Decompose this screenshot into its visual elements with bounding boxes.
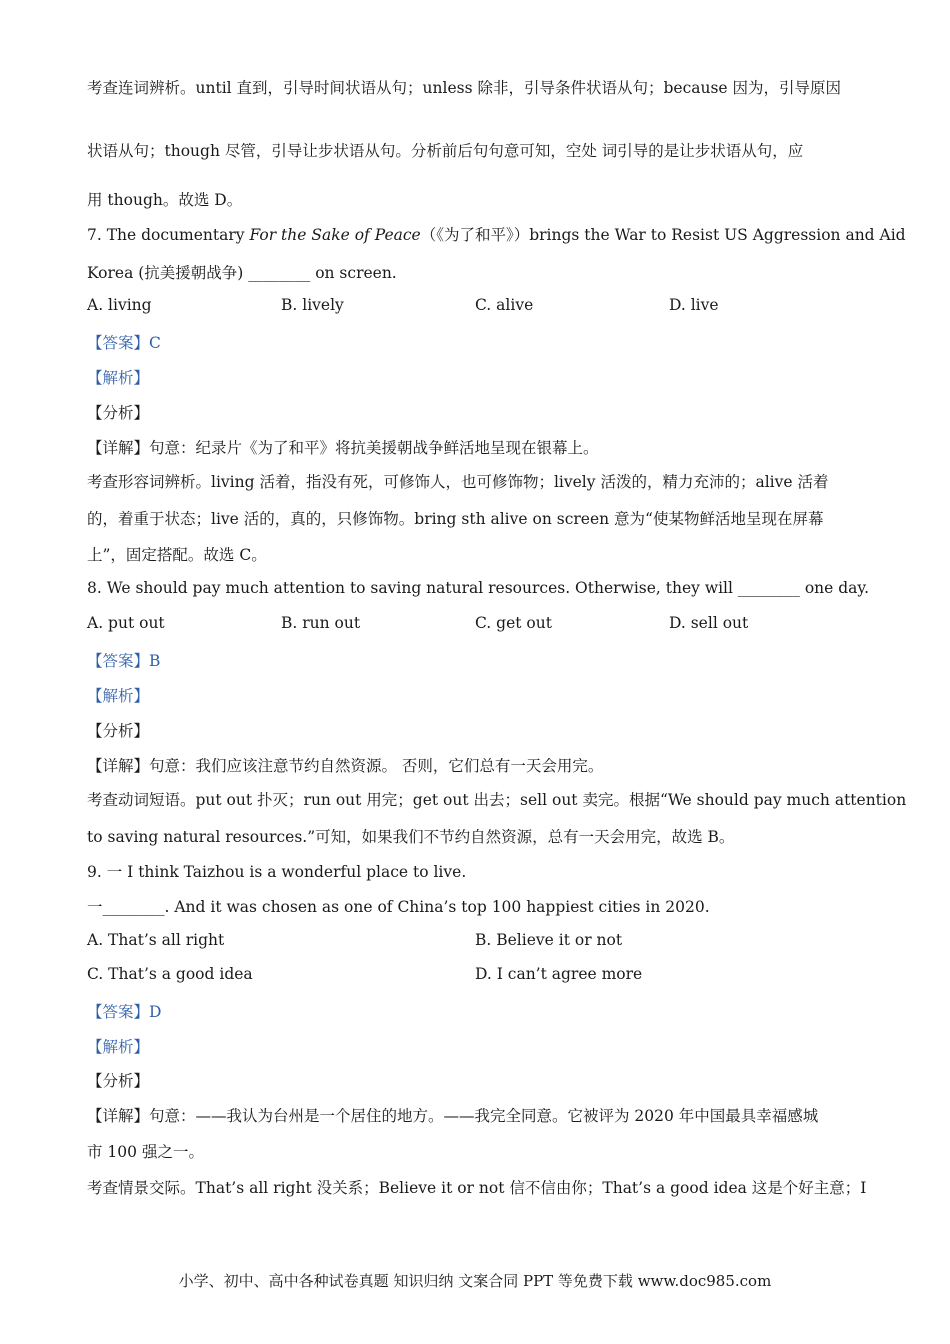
question-9-stem-line2: 一________. And it was chosen as one of China’s top 100 happiest cities in 2020. <box>87 898 710 916</box>
explanation-line: to saving natural resources.”可知，如果我们不节约自然资源，总有一天会用完，故选 B。 <box>87 828 735 846</box>
explanation-line: 考查情景交际。That’s all right 没关系；Believe it or not 信不信由你；That’s a good idea 这是个好主意；I <box>87 1179 867 1197</box>
stem-suffix: （《为了和平》）brings the War to Resist US Aggression and Aid <box>420 226 906 244</box>
option-d: D. I can’t agree more <box>475 965 643 983</box>
explanation-line: 考查连词辨析。until 直到，引导时间状语从句；unless 除非，引导条件状语从句；because 因为，引导原因 <box>87 79 842 97</box>
option-a: A. put out <box>87 614 165 632</box>
analysis-label: 【解析】 <box>87 1038 150 1056</box>
option-d: D. sell out <box>669 614 749 632</box>
explanation-line: 的，着重于状态；live 活的，真的，只修饰物。bring sth alive on screen 意为“使某物鲜活地呈现在屏幕 <box>87 510 824 528</box>
detail-line: 【详解】句意：——我认为台州是一个居住的地方。——我完全同意。它被评为 2020 年中国最具幸福感城 <box>87 1107 819 1125</box>
explanation-line: 用 though。故选 D。 <box>87 191 243 209</box>
documentary-title: For the Sake of Peace <box>249 226 421 244</box>
question-8-stem: 8. We should pay much attention to saving natural resources. Otherwise, they will ________ one day. <box>87 579 870 597</box>
fenxi-label: 【分析】 <box>87 404 150 422</box>
option-d: D. live <box>669 296 719 314</box>
option-a: A. living <box>87 296 152 314</box>
fenxi-label: 【分析】 <box>87 722 150 740</box>
question-7-stem-line2: Korea (抗美援朝战争) ________ on screen. <box>87 264 397 282</box>
option-a: A. That’s all right <box>87 931 225 949</box>
question-7-stem <box>87 223 906 245</box>
analysis-label: 【解析】 <box>87 687 150 705</box>
answer-label: 【答案】D <box>87 1003 162 1021</box>
answer-label: 【答案】C <box>87 334 161 352</box>
fenxi-label: 【分析】 <box>87 1072 150 1090</box>
option-b: B. lively <box>281 296 344 314</box>
option-b: B. Believe it or not <box>475 931 623 949</box>
question-9-stem: 9. 一 I think Taizhou is a wonderful place to live. <box>87 863 467 881</box>
page-footer: 小学、初中、高中各种试卷真题 知识归纳 文案合同 PPT 等免费下载 www.doc985.com <box>178 1272 772 1290</box>
explanation-line: 状语从句；though 尽管，引导让步状语从句。分析前后句句意可知，空处 词引导的是让步状语从句，应 <box>87 142 804 160</box>
answer-label: 【答案】B <box>87 652 161 670</box>
option-c: C. alive <box>475 296 534 314</box>
option-c: C. get out <box>475 614 552 632</box>
stem-prefix: 7. The documentary <box>87 226 250 244</box>
detail-line: 【详解】句意：纪录片《为了和平》将抗美援朝战争鲜活地呈现在银幕上。 <box>87 439 599 457</box>
explanation-line: 上”，固定搭配。故选 C。 <box>87 546 267 564</box>
explanation-line: 考查形容词辨析。living 活着，指没有死，可修饰人，也可修饰物；lively 活泼的，精力充沛的；alive 活着 <box>87 473 829 491</box>
detail-line: 【详解】句意：我们应该注意节约自然资源。 否则，它们总有一天会用完。 <box>87 757 604 775</box>
explanation-line: 考查动词短语。put out 扑灭；run out 用完；get out 出去；sell out 卖完。根据“We should pay much attention <box>87 791 907 809</box>
detail-line: 市 100 强之一。 <box>87 1143 204 1161</box>
option-c: C. That’s a good idea <box>87 965 253 983</box>
option-b: B. run out <box>281 614 361 632</box>
analysis-label: 【解析】 <box>87 369 150 387</box>
